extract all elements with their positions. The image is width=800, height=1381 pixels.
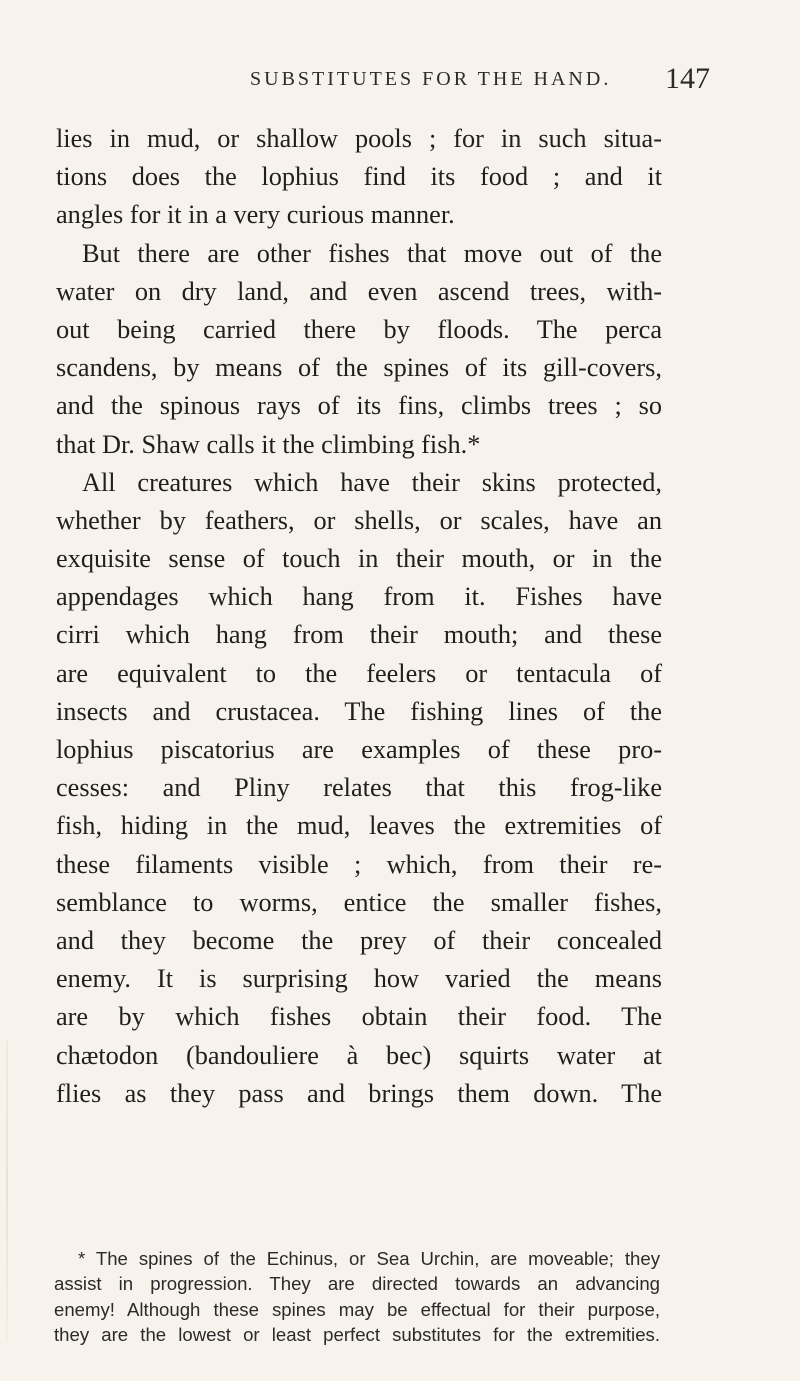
text-line: cirri which hang from their mouth; and these — [56, 620, 662, 650]
text-line: and the spinous rays of its fins, climbs trees ; so — [56, 391, 662, 421]
text-line: semblance to worms, entice the smaller fishes, — [56, 887, 662, 917]
footnote-line: assist in progression. They are directed towards an advancing — [54, 1273, 660, 1295]
text-line: chætodon (bandouliere à bec) squirts water at — [56, 1040, 662, 1070]
text-line: whether by feathers, or shells, or scales, have an — [56, 505, 662, 535]
footnote-line: they are the lowest or least perfect substitutes for the extremities. — [54, 1324, 660, 1346]
text-line: flies as they pass and brings them down. The — [56, 1078, 662, 1108]
text-line: cesses: and Pliny relates that this frog-like — [56, 773, 662, 803]
running-head: SUBSTITUTES FOR THE HAND. — [250, 68, 612, 90]
text-line: that Dr. Shaw calls it the climbing fish.* — [56, 429, 481, 459]
text-line: out being carried there by floods. The perca — [56, 314, 662, 344]
body-text — [56, 120, 662, 1113]
page-edge-shadow — [6, 1040, 8, 1340]
page-number: 147 — [665, 62, 710, 95]
page-header — [110, 62, 710, 106]
text-line: exquisite sense of touch in their mouth, or in the — [56, 544, 662, 574]
text-line: tions does the lophius find its food ; and it — [56, 162, 662, 192]
text-line: All creatures which have their skins protected, — [82, 467, 662, 497]
text-line: scandens, by means of the spines of its gill-covers, — [56, 353, 662, 383]
text-line: insects and crustacea. The fishing lines of the — [56, 696, 662, 726]
footnote-line: enemy! Although these spines may be effectual for their purpose, — [54, 1298, 660, 1320]
text-line: and they become the prey of their concealed — [56, 925, 662, 955]
text-line: enemy. It is surprising how varied the means — [56, 964, 662, 994]
text-line: water on dry land, and even ascend trees, with- — [56, 276, 662, 306]
footnote-line: * The spines of the Echinus, or Sea Urchin, are moveable; they — [78, 1248, 660, 1269]
text-line: are by which fishes obtain their food. The — [56, 1002, 662, 1032]
text-line: angles for it in a very curious manner. — [56, 200, 455, 230]
text-line: lophius piscatorius are examples of these pro- — [56, 735, 662, 764]
text-line: fish, hiding in the mud, leaves the extremities of — [56, 811, 662, 841]
text-line: lies in mud, or shallow pools ; for in such situa- — [56, 124, 662, 153]
text-line: these filaments visible ; which, from their re- — [56, 849, 662, 879]
text-line: are equivalent to the feelers or tentacula of — [56, 658, 662, 688]
text-line: But there are other fishes that move out of the — [82, 238, 662, 268]
footnote — [54, 1246, 660, 1348]
text-line: appendages which hang from it. Fishes have — [56, 582, 662, 612]
